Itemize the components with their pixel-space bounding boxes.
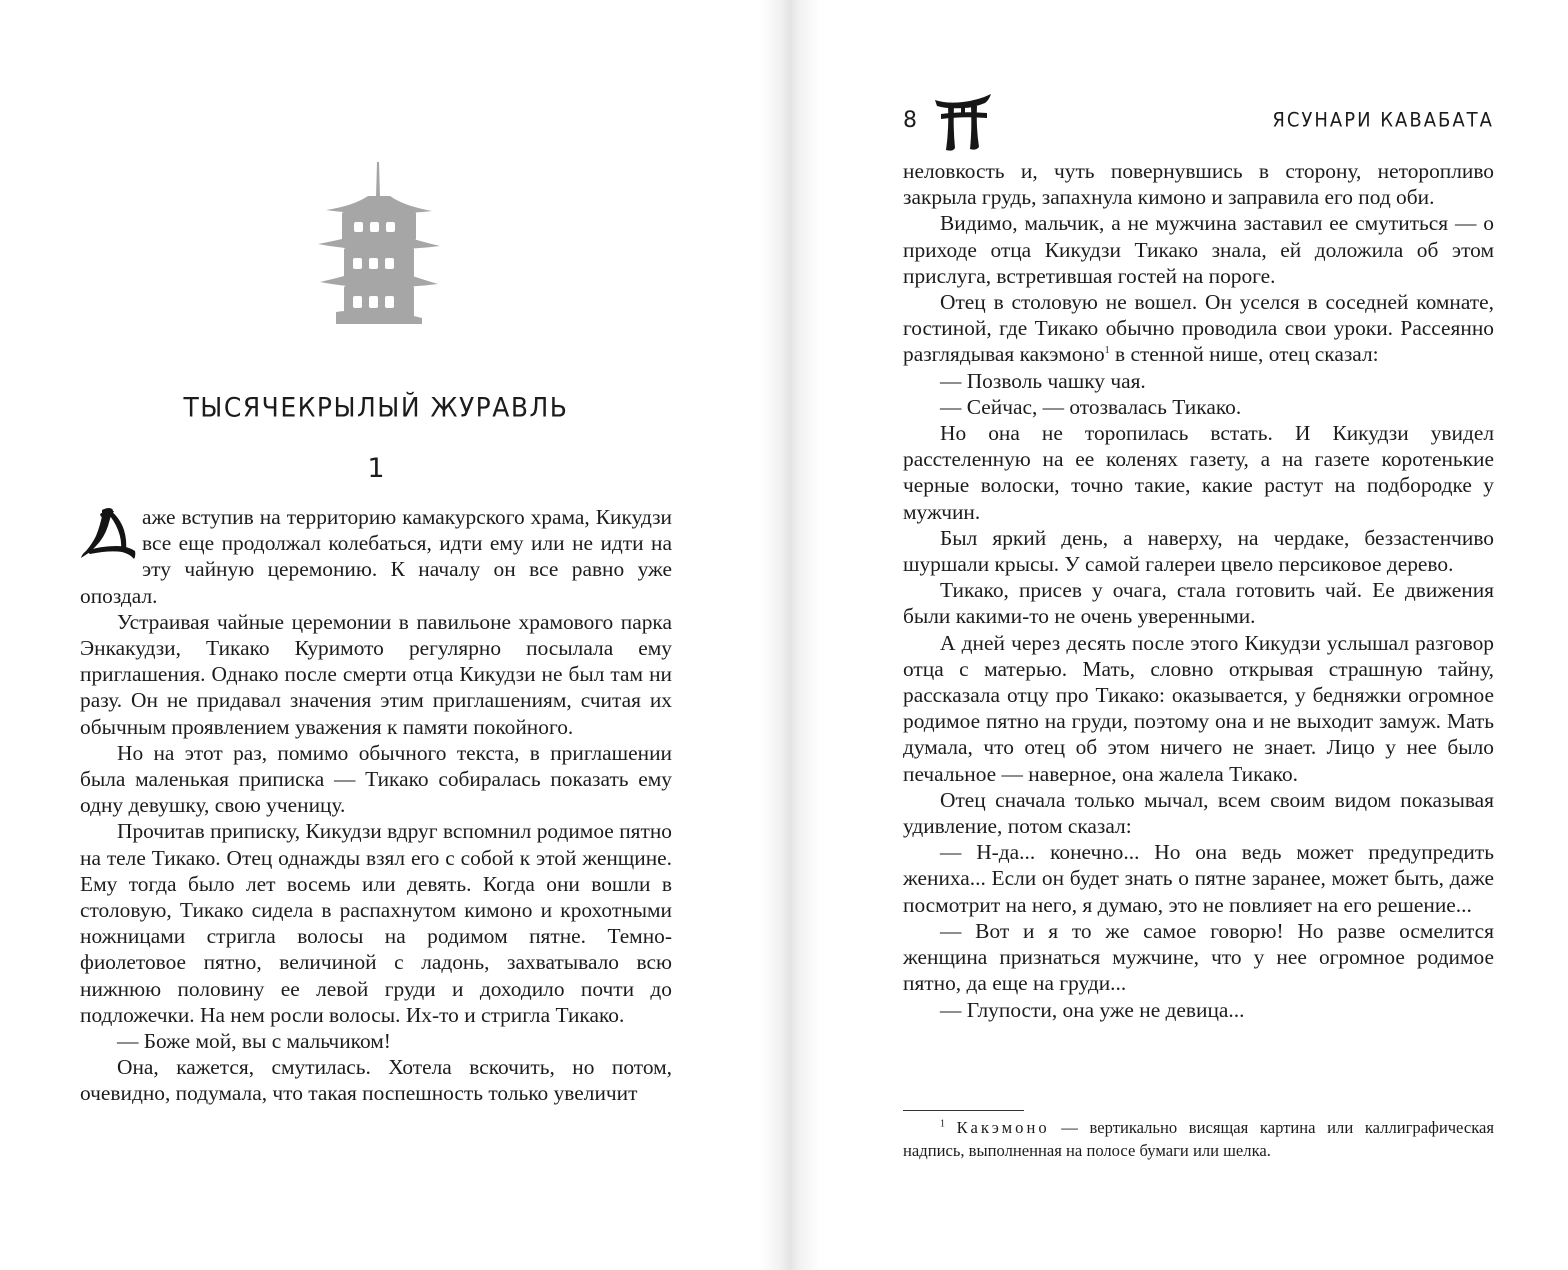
running-head: ЯСУНАРИ КАВАБАТА	[1272, 108, 1494, 133]
footnote-marker: 1	[1104, 345, 1110, 357]
paragraph: Прочитав приписку, Кикудзи вдруг вспомнил родимое пятно на теле Тикако. Отец однажды взял его с собой к этой женщине. Ему тогда было лет восемь или девять. Когда они вошли в столовую, Тикако сидела в распахнутом кимоно и крохотными ножницами стригла волосы на родимом пятне. Темно-фиолетовое пятно, величиной с ладонь, захватывало всю нижнюю половину ее левой груди и доходило почти до подложечки. На нем росли волосы. Их-то и стригла Тикако.	[80, 819, 672, 1027]
torii-gate-icon	[933, 94, 993, 152]
paragraph: Но на этот раз, помимо обычного текста, в приглашении была маленькая приписка — Тикако собиралась показать ему одну девушку, свою ученицу.	[80, 740, 672, 818]
paragraph: — Вот и я то же самое говорю! Но разве осмелится женщина признаться мужчине, что у нее огромное родимое пятно, да еще на груди...	[903, 918, 1494, 996]
left-page-text	[80, 504, 672, 1107]
book-gutter	[760, 0, 820, 1270]
right-page-text	[903, 158, 1494, 1023]
paragraph: А дней через десять после этого Кикудзи услышал разговор отца с матерью. Мать, словно открывая страшную тайну, рассказала отцу про Тикако: оказывается, у бедняжки огромное родимое пятно на груди, поэтому она и не выходит замуж. Мать думала, что отец об этом ничего не знает. Лицо у нее было печальное — наверное, она жалела Тикако.	[903, 630, 1494, 786]
paragraph-text: аже вступив на территорию камакурского храма, Кикудзи все еще продолжал колебаться, идти ему или не идти на эту чайную церемонию. К началу он все равно уже опоздал.	[80, 505, 672, 608]
paragraph: — Боже мой, вы с мальчиком!	[117, 1029, 391, 1054]
paragraph: Но она не торопилась встать. И Кикудзи увидел расстеленную на ее коленях газету, а на газете коротенькие черные волоски, точно такие, какие растут на подбородке у мужчин.	[903, 421, 1494, 524]
paragraph: Тикако, присев у очага, стала готовить чай. Ее движения были какими-то не очень уверенными.	[903, 578, 1494, 629]
footnote-number: 1	[940, 1118, 945, 1130]
chapter-title: ТЫСЯЧЕКРЫЛЫЙ ЖУРАВЛЬ	[183, 391, 569, 424]
paragraph: Видимо, мальчик, а не мужчина заставил ее смутиться — о приходе отца Кикудзи Тикако знала, ей доложила об этом прислуга, встретившая гостей на пороге.	[903, 211, 1494, 288]
drop-cap-d-icon	[80, 506, 138, 560]
paragraph: — Глупости, она уже не девица...	[940, 997, 1245, 1022]
pagoda-icon	[318, 162, 440, 327]
paragraph: Она, кажется, смутилась. Хотела вскочить, но потом, очевидно, подумала, что такая поспешность только увеличит	[80, 1055, 672, 1106]
chapter-number: 1	[367, 453, 385, 484]
paragraph	[80, 504, 672, 609]
footnote	[903, 1116, 1494, 1162]
page-number: 8	[903, 108, 917, 133]
paragraph	[903, 289, 1494, 368]
paragraph: неловкость и, чуть повернувшись в сторону, неторопливо закрыла грудь, запахнула кимоно и заправила его под оби.	[903, 159, 1494, 210]
paragraph: Был яркий день, а наверху, на чердаке, беззастенчиво шуршали крысы. У самой галереи цвело персиковое дерево.	[903, 525, 1494, 577]
paragraph-text: в стенной нише, отец сказал:	[1115, 342, 1379, 367]
paragraph: Устраивая чайные церемонии в павильоне храмового парка Энкакудзи, Тикако Куримото регулярно посылала ему приглашения. Однако после смерти отца Кикудзи не был там ни разу. Он не придавал значения этим приглашениям, считая их обычным проявлением уважения к памяти покойного.	[80, 609, 672, 739]
footnote-rule	[903, 1110, 1024, 1111]
footnote-definition: — вертикально висящая картина или каллиграфическая надпись, выполненная на полосе бумаги или шелка.	[903, 1118, 1495, 1160]
footnote-term: Какэмоно	[956, 1118, 1050, 1137]
paragraph-text: Отец в столовую не вошел. Он уселся в соседней комнате, гостиной, где Тикако обычно проводила свои уроки. Рассеянно разглядывая какэмоно	[903, 290, 1494, 367]
left-page	[80, 0, 672, 1270]
footnote-text	[903, 1116, 1494, 1162]
right-page	[903, 0, 1494, 1270]
paragraph: Отец сначала только мычал, всем своим видом показывая удивление, потом сказал:	[903, 787, 1494, 839]
paragraph: — Позволь чашку чая.	[940, 368, 1146, 393]
paragraph: — Н-да... конечно... Но она ведь может предупредить жениха... Если он будет знать о пятне заранее, может быть, даже посмотрит на него, я думаю, это не повлияет на его решение...	[903, 840, 1494, 917]
paragraph: — Сейчас, — отозвалась Тикако.	[940, 394, 1242, 419]
